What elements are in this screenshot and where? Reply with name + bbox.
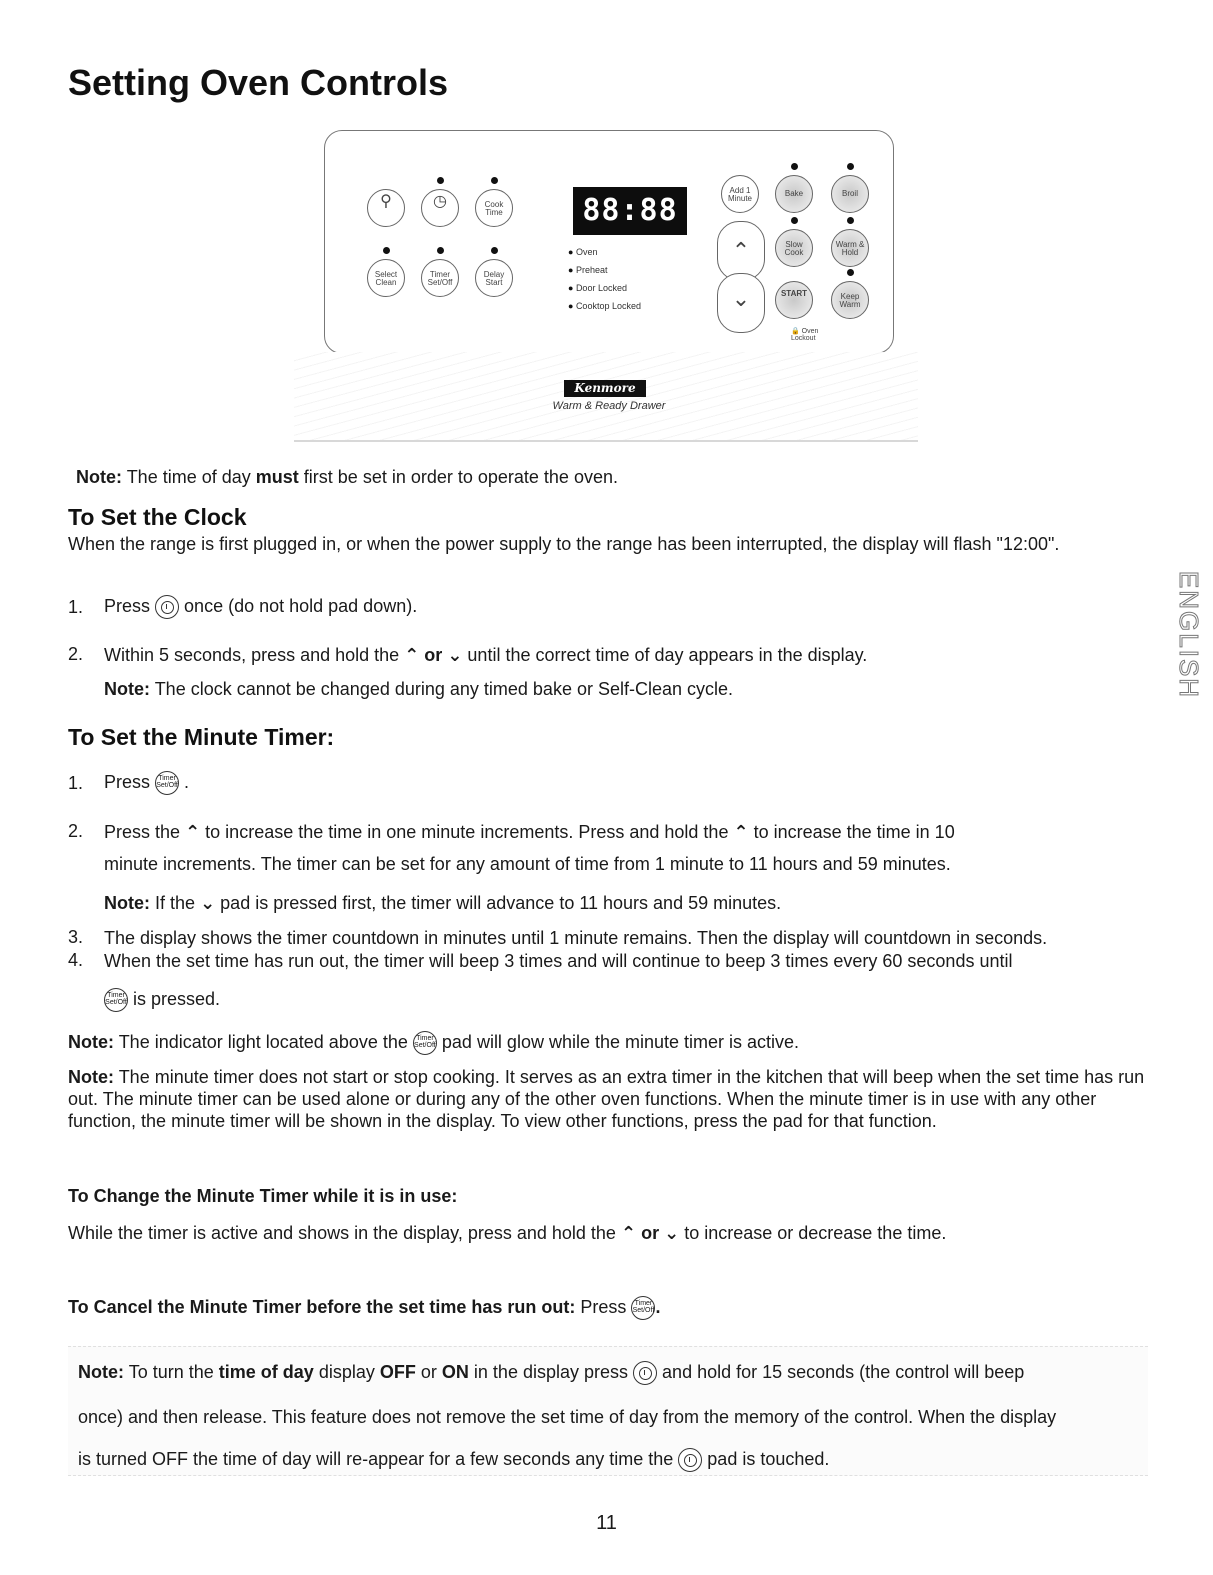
note-bottom-line1: Note: To turn the time of day display OFF or ON in the display press and hold for 15 seconds (the control will beep	[78, 1361, 1024, 1385]
step-number: 4.	[68, 950, 84, 970]
start-pad: START	[775, 281, 813, 319]
clock-pad-icon	[155, 595, 179, 619]
timer-pad-icon: Timer Set/Off	[631, 1296, 655, 1320]
keep-warm-pad: Keep Warm	[831, 281, 869, 319]
indicator-oven: ● Oven	[568, 247, 597, 257]
indicator-door-locked: ● Door Locked	[568, 283, 627, 293]
light-pad-icon: ⚲	[367, 189, 405, 227]
set-clock-step2: Within 5 seconds, press and hold the ⌃ or ⌄ until the correct time of day appears in the display.	[104, 645, 868, 665]
slow-cook-pad: Slow Cook	[775, 229, 813, 267]
select-clean-pad: Select Clean	[367, 259, 405, 297]
down-arrow-icon: ⌄	[447, 645, 463, 665]
cancel-timer-line: To Cancel the Minute Timer before the set time has run out: Press Timer Set/Off .	[68, 1296, 660, 1320]
note-bottom-line2: once) and then release. This feature does not remove the set time of day from the memory of the control. When the display	[78, 1407, 1057, 1427]
clock-pad-icon	[678, 1448, 702, 1472]
minute-timer-step2-line2: minute increments. The timer can be set for any amount of time from 1 minute to 11 hours and 59 minutes.	[104, 854, 951, 874]
cook-time-pad: Cook Time	[475, 189, 513, 227]
page-number: 11	[596, 1512, 617, 1534]
up-arrow-icon: ⌃	[185, 822, 201, 842]
bake-pad: Bake	[775, 175, 813, 213]
side-tab-label: ENGLISH	[1174, 570, 1204, 700]
set-clock-step1: Press once (do not hold pad down).	[104, 595, 417, 619]
brand-logo: Kenmore	[564, 380, 646, 397]
step-number: 3.	[68, 927, 84, 947]
change-timer-heading: To Change the Minute Timer while it is in use:	[68, 1186, 458, 1206]
minute-timer-note3: Note: The minute timer does not start or stop cooking. It serves as an extra timer in the kitchen that will beep when the set time has run out. The minute timer can be used alone or during any of the other oven functions. When the minute timer is in use with any other function, the minute timer will be shown in the display. To view other functions, press the pad for that function.	[68, 1067, 1145, 1131]
clock-pad-icon: ◷	[421, 189, 459, 227]
timer-pad: Timer Set/Off	[421, 259, 459, 297]
up-arrow-icon: ⌃	[620, 1223, 637, 1243]
minute-timer-step1: Press Timer Set/Off .	[104, 771, 189, 795]
warming-drawer	[294, 352, 918, 442]
indicator-dot	[437, 177, 444, 184]
page-title: Setting Oven Controls	[68, 62, 449, 103]
drawer-label: Warm & Ready Drawer	[552, 400, 666, 412]
timer-pad-icon: Timer Set/Off	[104, 988, 128, 1012]
control-panel-illustration	[294, 118, 918, 440]
indicator-preheat: ● Preheat	[568, 265, 607, 275]
set-clock-heading: To Set the Clock	[68, 504, 247, 530]
up-arrow-icon: ⌃	[733, 822, 749, 842]
indicator-dot	[791, 163, 798, 170]
step-number: 2.	[68, 644, 84, 664]
english-side-tab	[1150, 560, 1210, 710]
minute-timer-note: Note: If the ⌄ pad is pressed first, the timer will advance to 11 hours and 59 minutes.	[104, 893, 782, 913]
timer-pad-icon: Timer Set/Off	[413, 1031, 437, 1055]
indicator-dot	[847, 269, 854, 276]
down-arrow-icon: ⌄	[200, 893, 216, 913]
digital-display: 88:88	[573, 187, 687, 235]
down-arrow-icon: ⌄	[664, 1223, 680, 1243]
indicator-dot	[791, 217, 798, 224]
indicator-dot	[383, 247, 390, 254]
indicator-cooktop-locked: ● Cooktop Locked	[568, 301, 641, 311]
minute-timer-step3: The display shows the timer countdown in minutes until 1 minute remains. Then the display will countdown in seconds.	[104, 928, 1048, 948]
clock-pad-icon	[633, 1361, 657, 1385]
indicator-dot	[847, 217, 854, 224]
minute-timer-step4-end: Timer Set/Off is pressed.	[104, 988, 220, 1012]
set-clock-intro: When the range is first plugged in, or when the power supply to the range has been interrupted, the display will flash "12:00".	[68, 534, 1060, 554]
broil-pad: Broil	[831, 175, 869, 213]
step-number: 1.	[68, 773, 84, 793]
note-time-of-day: Note: The time of day must first be set in order to operate the oven.	[76, 467, 618, 487]
delay-start-pad: Delay Start	[475, 259, 513, 297]
change-timer-text: While the timer is active and shows in the display, press and hold the ⌃ or ⌄ to increase or decrease the time.	[68, 1223, 947, 1243]
add-minute-pad: Add 1 Minute	[721, 175, 759, 213]
step-number: 2.	[68, 821, 84, 841]
note-bottom-line3: is turned OFF the time of day will re-appear for a few seconds any time the pad is touched.	[78, 1448, 829, 1472]
minute-timer-heading: To Set the Minute Timer:	[68, 724, 335, 750]
minute-timer-note2: Note: The indicator light located above the Timer Set/Off pad will glow while the minute timer is active.	[68, 1031, 799, 1055]
step-number: 1.	[68, 597, 84, 617]
indicator-dot	[847, 163, 854, 170]
indicator-dot	[491, 247, 498, 254]
down-arrow-pad-icon: ⌄	[717, 273, 765, 333]
up-arrow-icon: ⌃	[404, 645, 420, 665]
set-clock-note: Note: The clock cannot be changed during any timed bake or Self-Clean cycle.	[104, 679, 734, 699]
indicator-dot	[491, 177, 498, 184]
minute-timer-step4: When the set time has run out, the timer will beep 3 times and will continue to beep 3 times every 60 seconds until	[104, 951, 1013, 971]
up-arrow-pad-icon: ⌃	[717, 221, 765, 281]
oven-lockout-label: 🔒 Oven Lockout	[791, 328, 819, 342]
indicator-dot	[437, 247, 444, 254]
control-panel	[324, 130, 894, 354]
minute-timer-step2: Press the ⌃ to increase the time in one minute increments. Press and hold the ⌃ to increase the time in 10	[104, 822, 955, 842]
warm-hold-pad: Warm & Hold	[831, 229, 869, 267]
timer-pad-icon: Timer Set/Off	[155, 771, 179, 795]
